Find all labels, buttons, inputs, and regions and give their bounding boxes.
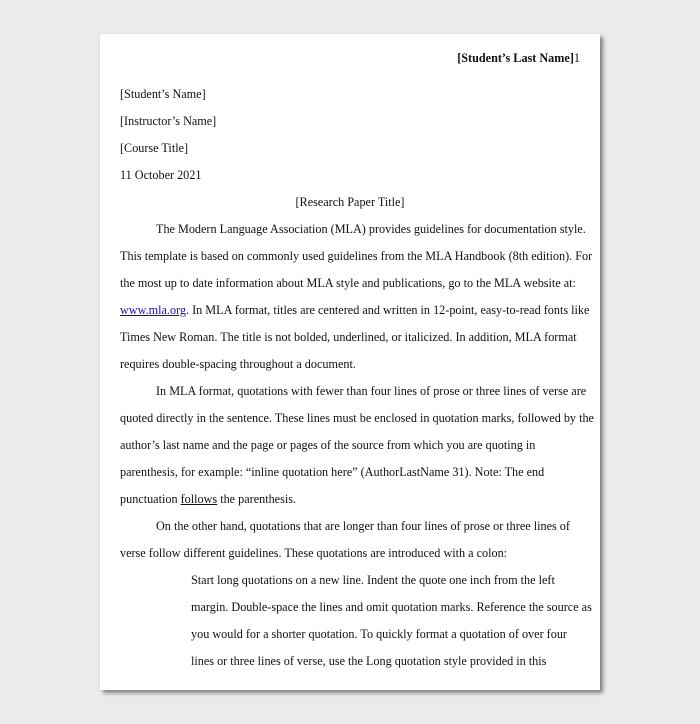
paragraph1-line-5: Times New Roman. The title is not bolded, underlined, or italicized. In addition, MLA format (120, 330, 577, 344)
paragraph3-line-1: On the other hand, quotations that are longer than four lines of prose or three lines of (156, 519, 570, 533)
course-title: [Course Title] (120, 141, 189, 155)
block-quote-line-2: margin. Double-space the lines and omit quotation marks. Reference the source as (191, 600, 592, 614)
paragraph2-line-4: parenthesis, for example: “inline quotation here” (AuthorLastName 31). Note: The end (120, 465, 545, 479)
instructor-name: [Instructor’s Name] (120, 114, 217, 128)
mla-website-link[interactable]: www.mla.org (120, 303, 187, 317)
header-last-name: [Student’s Last Name] (457, 51, 574, 65)
link-suffix: . (186, 303, 193, 317)
line-suffix: the parenthesis. (217, 492, 297, 506)
paragraph2-line-3: author’s last name and the page or pages of the source from which you are quoting in (120, 438, 536, 452)
paragraph1-line-1: The Modern Language Association (MLA) provides guidelines for documentation style. (156, 222, 586, 236)
block-quote-line-3: you would for a shorter quotation. To quickly format a quotation of over four (191, 627, 567, 641)
block-quote-line-4: lines or three lines of verse, use the Long quotation style provided in this (191, 654, 547, 668)
paragraph2-line-1: In MLA format, quotations with fewer than four lines of prose or three lines of verse are (156, 384, 587, 398)
student-name: [Student’s Name] (120, 87, 206, 101)
date: 11 October 2021 (120, 168, 202, 182)
paragraph3-line-2: verse follow different guidelines. These quotations are introduced with a colon: (120, 546, 508, 560)
underlined-word: follows (180, 492, 218, 506)
line-prefix: punctuation (120, 492, 181, 506)
document-page (100, 34, 600, 690)
paragraph2-line-2: quoted directly in the sentence. These lines must be enclosed in quotation marks, followed by the (120, 411, 594, 425)
paragraph1-line-6: requires double-spacing throughout a document. (120, 357, 356, 371)
paragraph1-line-3: the most up to date information about MLA style and publications, go to the MLA website at: (120, 276, 576, 290)
paragraph2-line-5 (120, 491, 296, 507)
paragraph1-line-4-text: In MLA format, titles are centered and written in 12-point, easy-to-read fonts like (192, 303, 590, 317)
paper-title: [Research Paper Title] (295, 195, 405, 209)
paragraph1-line-4 (120, 302, 589, 318)
paragraph1-line-2: This template is based on commonly used guidelines from the MLA Handbook (8th edition). For (120, 249, 593, 263)
block-quote-line-1: Start long quotations on a new line. Indent the quote one inch from the left (191, 573, 555, 587)
header-page-number: 1 (573, 51, 580, 65)
running-header (457, 50, 580, 66)
